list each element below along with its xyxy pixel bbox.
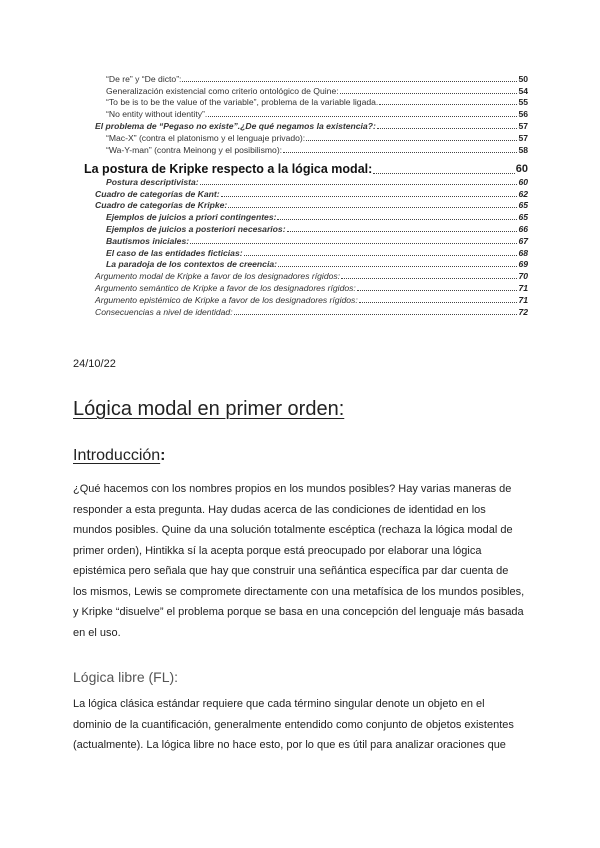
toc-entry[interactable]	[106, 133, 528, 143]
toc-entry-major[interactable]	[84, 162, 528, 176]
toc-page-number: 70	[518, 271, 528, 281]
toc-entry-title: “Wa-Y-man” (contra Meinong y el posibilismo):	[106, 145, 283, 155]
toc-page-number: 69	[518, 259, 528, 269]
toc-entry[interactable]	[106, 86, 528, 96]
toc-leader	[277, 219, 517, 220]
toc-entry-title: Cuadro de categorías de Kant:	[95, 189, 220, 199]
toc-leader	[306, 140, 517, 141]
toc-leader	[221, 196, 518, 197]
toc-page-number: 60	[515, 163, 528, 175]
toc-entry[interactable]	[95, 307, 528, 317]
toc-entry-title: Argumento epistémico de Kripke a favor de los designadores rígidos:	[95, 295, 358, 305]
toc-entry[interactable]	[95, 121, 528, 131]
toc-leader	[341, 278, 517, 279]
toc-entry-title: Argumento semántico de Kripke a favor de los designadores rígidos:	[95, 283, 356, 293]
toc-entry-title: Bautismos iniciales:	[106, 236, 190, 246]
section-title: Introducción	[73, 447, 161, 464]
toc-entry[interactable]	[106, 236, 528, 246]
toc-leader	[208, 116, 517, 117]
toc-entry-title: “De re” y “De dicto”:	[106, 74, 182, 84]
toc-page-number: 54	[518, 86, 528, 96]
toc-leader	[234, 314, 518, 315]
toc-page-number: 58	[518, 145, 528, 155]
fl-paragraph: La lógica clásica estándar requiere que cada término singular denote un objeto en el dominio de la cuantificación, generalmente entendido como conjunto de objetos existentes (actualmente). La lógica libre no hace esto, por lo que es útil para analizar oraciones que	[73, 698, 514, 751]
toc-page-number: 66	[518, 224, 528, 234]
toc-leader	[377, 128, 518, 129]
toc-entry[interactable]	[106, 177, 528, 187]
toc-entry[interactable]	[106, 259, 528, 269]
toc-entry[interactable]	[106, 212, 528, 222]
toc-leader	[200, 184, 518, 185]
toc-leader	[278, 266, 517, 267]
toc-entry-title: Argumento modal de Kripke a favor de los designadores rígidos:	[95, 271, 341, 281]
toc-entry-title: Cuadro de categorías de Kripke:	[95, 200, 228, 210]
toc-entry-title: La postura de Kripke respecto a la lógica modal:	[84, 162, 373, 176]
toc-leader	[359, 302, 518, 303]
toc-leader	[357, 290, 518, 291]
toc-leader	[287, 231, 518, 232]
toc-leader	[373, 173, 514, 174]
toc-page-number: 67	[518, 236, 528, 246]
toc-entry[interactable]	[95, 189, 528, 199]
toc-entry-title: Consecuencias a nivel de identidad:	[95, 307, 233, 317]
toc-leader	[283, 152, 517, 153]
toc-entry[interactable]	[106, 109, 528, 119]
toc-leader	[244, 255, 518, 256]
toc-entry-title: La paradoja de los contextos de creencia:	[106, 259, 277, 269]
section-heading	[73, 447, 166, 465]
toc-page-number: 71	[518, 283, 528, 293]
toc-entry-title: “No entity without identity”.	[106, 109, 208, 119]
toc-page-number: 72	[518, 307, 528, 317]
toc-entry-title: Postura descriptivista:	[106, 177, 199, 187]
toc-entry[interactable]	[106, 74, 528, 84]
toc-page-number: 68	[518, 248, 528, 258]
intro-paragraph: ¿Qué hacemos con los nombres propios en los mundos posibles? Hay varias maneras de responder a esta pregunta. Hay dudas acerca de las condiciones de identidad en los mundos posibles. Quine da una solución totalmente escéptica (rechaza la lógica modal de primer orden), Hintikka sí la acepta porque está preocupado por elaborar una lógica epistémica pero señala que hay que construir una señántica específica par dar cuenta de los mismos, Lewis se compromete directamente con una metafísica de los mundos posibles, y Kripke “disuelve” el problema porque se basa en una concepción del lenguaje más basada en el uso.	[73, 483, 525, 639]
toc-page-number: 65	[518, 212, 528, 222]
toc-page-number: 56	[518, 109, 528, 119]
toc-entry-title: Generalización existencial como criterio ontológico de Quine:	[106, 86, 339, 96]
toc-entry-title: Ejemplos de juicios a priori contingentes:	[106, 212, 277, 222]
toc-entry-title: “Mac-X” (contra el platonismo y el lenguaje privado):	[106, 133, 306, 143]
toc-entry-title: Ejemplos de juicios a posteriori necesarios:	[106, 224, 286, 234]
toc-entry[interactable]	[106, 224, 528, 234]
toc-leader	[228, 207, 517, 208]
toc-entry-title: El problema de “Pegaso no existe”.	[95, 121, 241, 131]
subsection-heading: Lógica libre (FL):	[73, 669, 179, 685]
toc-leader	[379, 104, 517, 105]
toc-leader	[182, 81, 517, 82]
toc-entry-title: “To be is to be the value of the variable”, problema de la variable ligada.	[106, 97, 379, 107]
toc-entry[interactable]	[106, 97, 528, 107]
toc-page-number: 60	[518, 177, 528, 187]
toc-page-number: 55	[518, 97, 528, 107]
toc-entry[interactable]	[106, 248, 528, 258]
toc-page-number: 71	[518, 295, 528, 305]
toc-entry[interactable]	[95, 283, 528, 293]
toc-entry[interactable]	[106, 145, 528, 155]
toc-entry[interactable]	[95, 271, 528, 281]
toc-entry[interactable]	[95, 295, 528, 305]
toc-page-number: 62	[518, 189, 528, 199]
toc-page-number: 65	[518, 200, 528, 210]
toc-entry-title-cont: ¿De qué negamos la existencia?:	[240, 121, 376, 131]
section-title-colon: :	[160, 447, 166, 464]
document-date: 24/10/22	[73, 358, 116, 370]
toc-leader	[340, 93, 518, 94]
page-title: Lógica modal en primer orden:	[73, 398, 345, 420]
toc-leader	[190, 243, 517, 244]
toc-page-number: 57	[518, 133, 528, 143]
toc-entry[interactable]	[95, 200, 528, 210]
toc-page-number: 57	[518, 121, 528, 131]
toc-entry-title: El caso de las entidades ficticias:	[106, 248, 243, 258]
toc-page-number: 50	[518, 74, 528, 84]
